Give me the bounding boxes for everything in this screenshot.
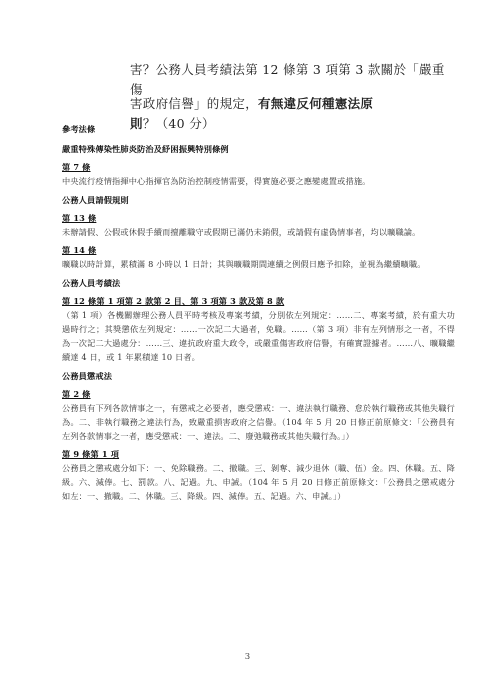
article-9-text: 公務員之懲戒處分如下：一、免除職務。二、撤職。三、剝奪、減少退休（職、伍）金。四、休職。五、降級。六、減俸。七、罰款。八、記過。九、申誡。（104 年 5 月 20 日修正前原條文：「公務員之懲戒處分如左：一、撤職。二、休職。三、降級。四、減俸。五、記過。六、申誡。」） — [62, 463, 455, 501]
article-14-text: 曠職以時計算，累積滿 8 小時以 1 日計；其與曠職期間連續之例假日應予扣除，並視為繼續曠職。 — [62, 259, 426, 269]
law-title-discipline-act: 公務員懲戒法 — [62, 371, 113, 381]
question-points: ？（40 分） — [142, 116, 215, 131]
article-12-heading: 第 12 條第 1 項第 2 款第 2 目、第 3 項第 3 款及第 8 款 — [62, 296, 285, 306]
law-title-leave-rules: 公務人員請假規則 — [62, 195, 129, 205]
article-12-text: （第 1 項）各機關辦理公務人員平時考核及專案考績，分別依左列規定：……二、專案考績，於有重大功過時行之；其獎懲依左列規定：……一次記二大過者，免職。……（第 3 項）非有左列情形之一者，不得為一次記二大過處分：……三、違抗政府重大政令，或嚴重傷害政府信譽，有確實證據者。……八、曠職繼續達 4 日，或 1 年累積達 10 日者。 — [62, 310, 455, 362]
article-7-heading: 第 7 條 — [62, 162, 91, 172]
question-emphasis: 有無違反何種憲法原則 — [130, 96, 374, 131]
reference-heading: 參考法條 — [62, 124, 96, 134]
question-line-1: 害？公務人員考績法第 12 條第 3 項第 3 款關於「嚴重傷 — [130, 62, 445, 97]
article-13-heading: 第 13 條 — [62, 213, 97, 223]
article-2-heading: 第 2 條 — [62, 389, 91, 399]
article-14-heading: 第 14 條 — [62, 245, 97, 255]
article-2-text: 公務員有下列各款情事之一，有懲戒之必要者，應受懲戒：一、違法執行職務、怠於執行職務或其他失職行為。二、非執行職務之違法行為，致嚴重損害政府之信譽。（104 年 5 月 20 日修正前原條文：「公務員有左列各款情事之一者，應受懲戒：一、違法。二、廢弛職務或其他失職行為。」） — [62, 403, 455, 441]
page-number: 3 — [244, 652, 251, 662]
article-7-text: 中央流行疫情指揮中心指揮官為防治控制疫情需要，得實施必要之應變處置或措施。 — [62, 176, 371, 186]
article-9-heading: 第 9 條第 1 項 — [62, 449, 120, 459]
law-title-performance-act: 公務人員考績法 — [62, 278, 121, 288]
law-title-special-act: 嚴重特殊傳染性肺炎防治及紓困振興特別條例 — [62, 144, 229, 154]
article-13-text: 未辦請假、公假或休假手續而擅離職守或假期已滿仍未銷假，或請假有虛偽情事者，均以曠職論。 — [62, 227, 421, 237]
question-text: 害政府信譽」的規定， — [130, 96, 259, 111]
reference-section — [62, 122, 455, 503]
